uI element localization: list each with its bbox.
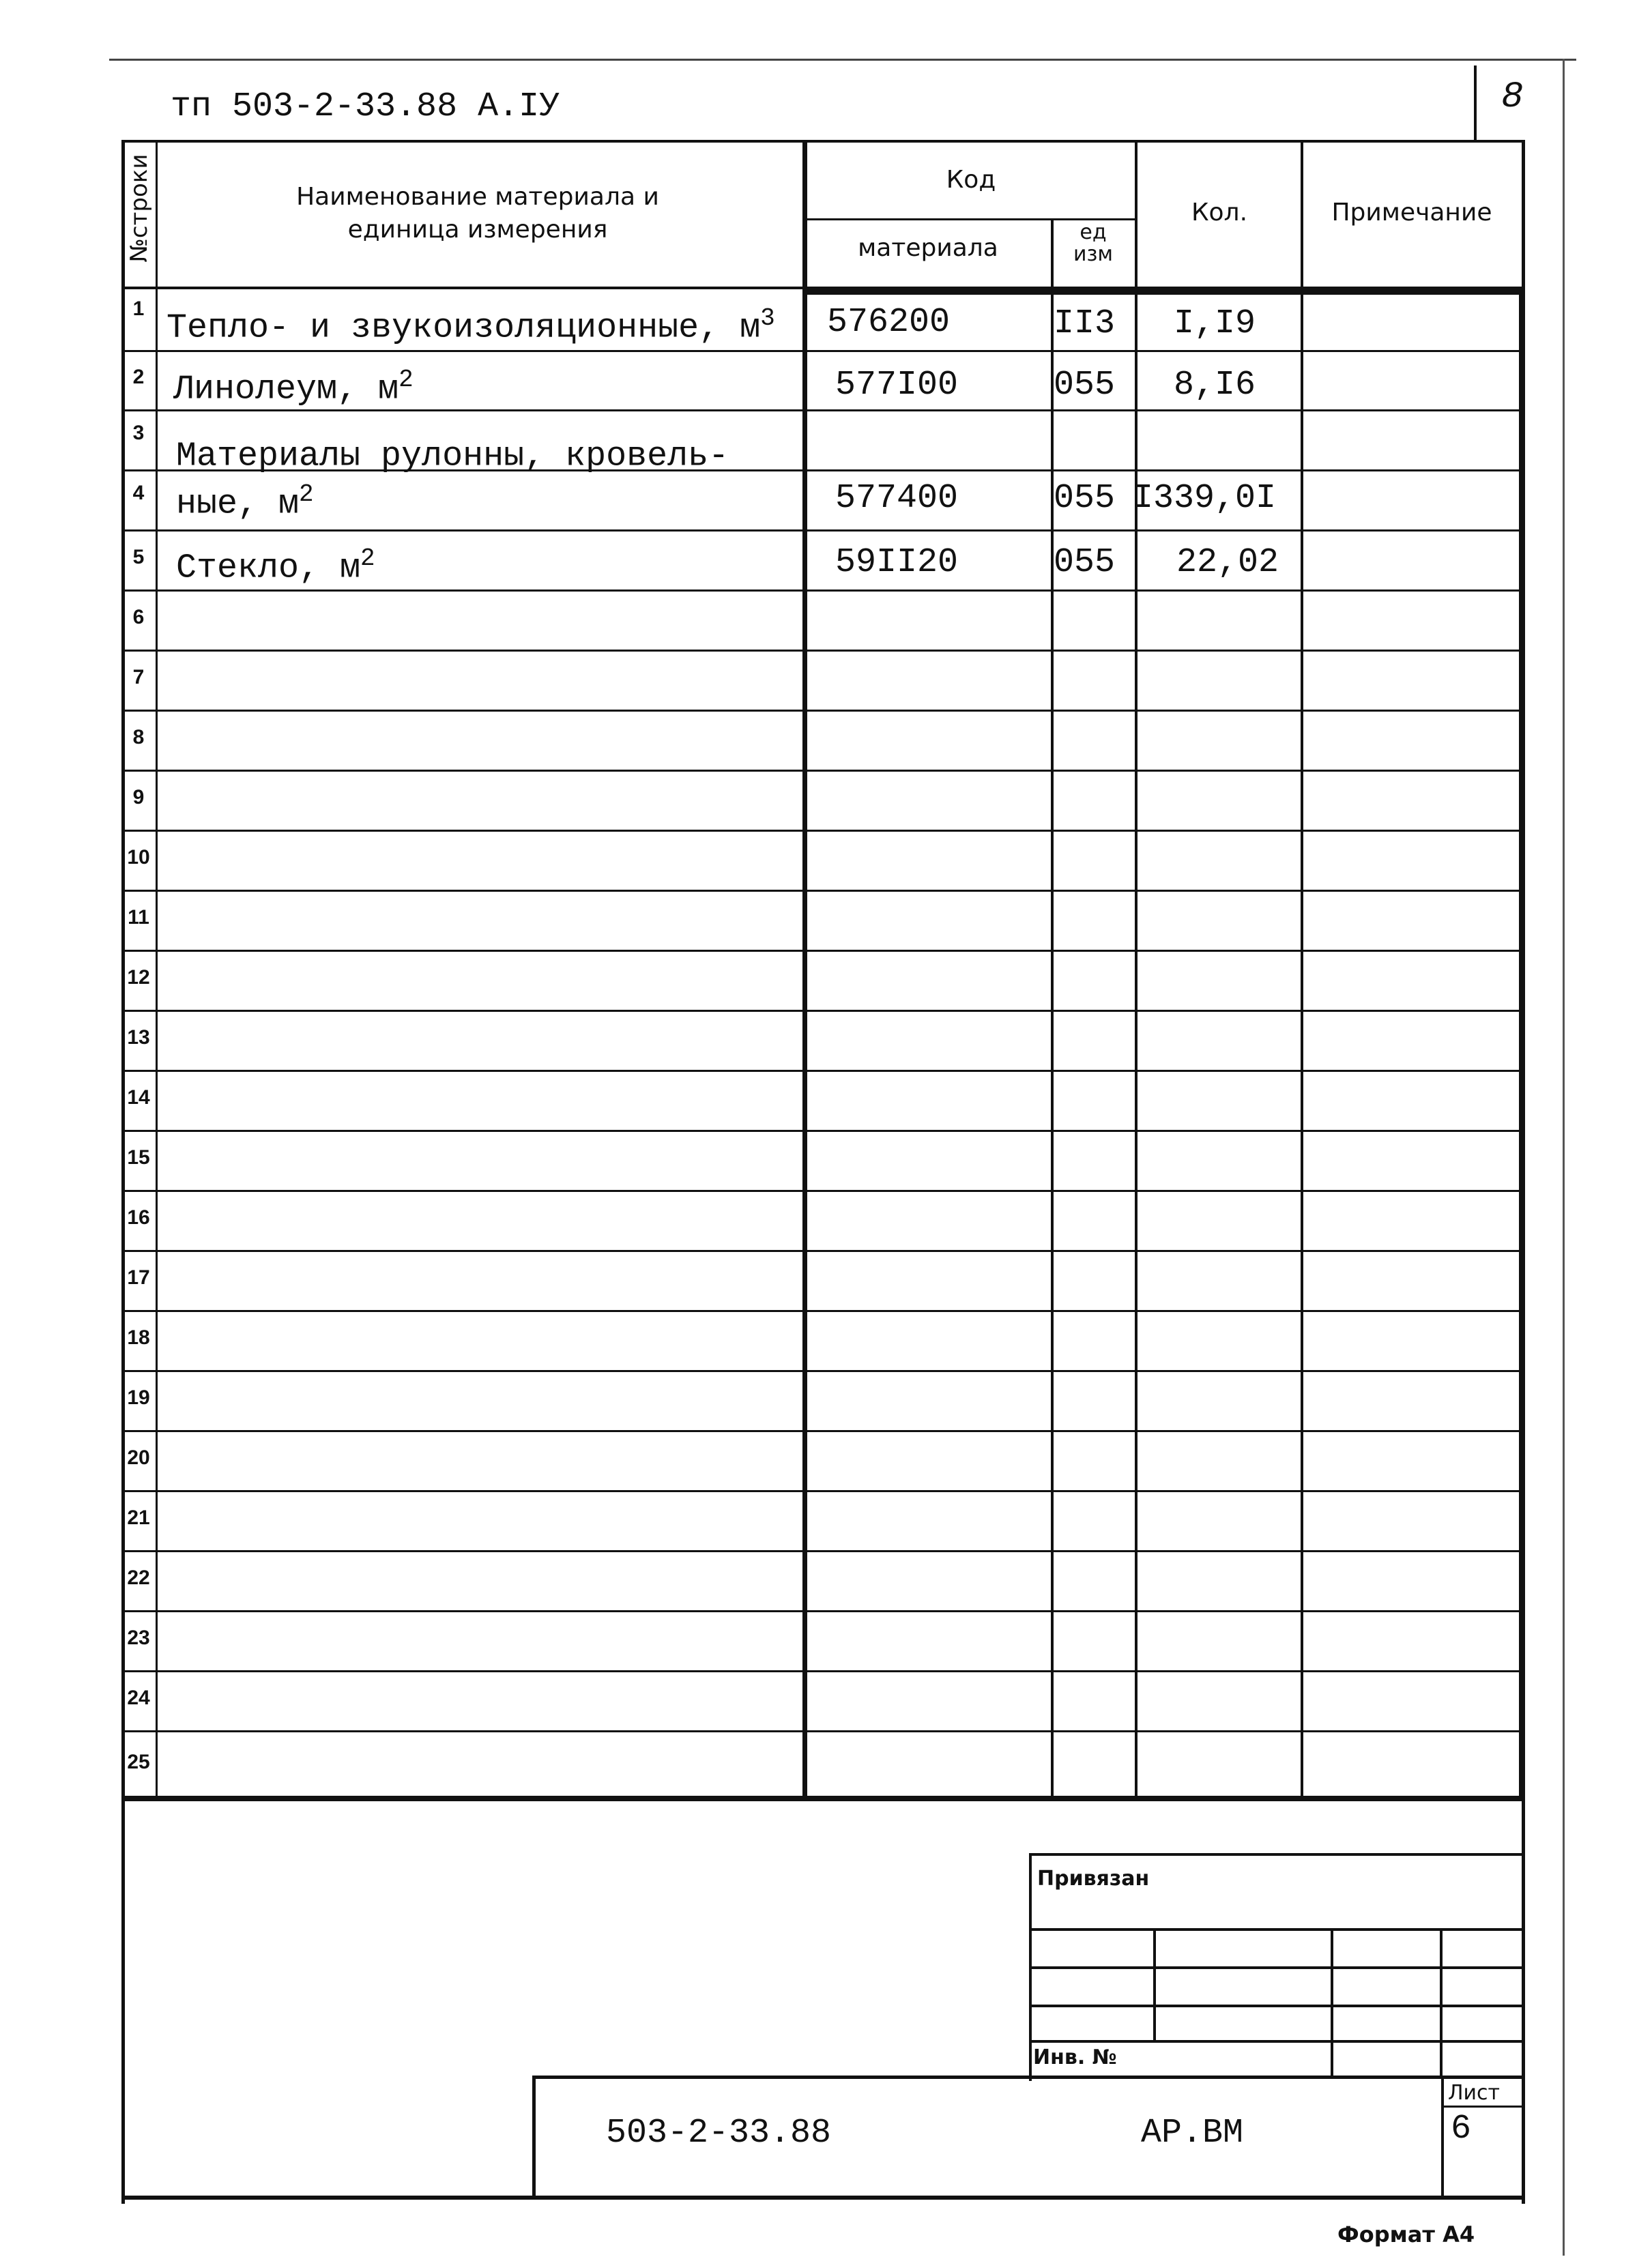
row-number: 17 (127, 1266, 150, 1289)
unit-code-header: ед изм (1073, 220, 1114, 266)
sheet-number: 6 (1451, 2110, 1472, 2149)
row-line (125, 1730, 1522, 1732)
document-header-code: тп 503-2-33.88 А.IУ (171, 87, 560, 126)
row-line (125, 1430, 1522, 1432)
row-number: 14 (127, 1086, 150, 1109)
row-number: 23 (127, 1627, 150, 1649)
code-group-header: Код (946, 166, 996, 194)
row-line (125, 830, 1522, 832)
sheet-label-line (1441, 2106, 1522, 2108)
format-label: Формат А4 (1337, 2222, 1475, 2247)
row-line (125, 650, 1522, 652)
bound-row-line (1029, 2040, 1522, 2043)
row-number: 18 (127, 1326, 150, 1349)
quantity: I,I9 (1174, 304, 1256, 343)
row-line (125, 1010, 1522, 1012)
row-line (125, 1130, 1522, 1132)
row-line (125, 1190, 1522, 1192)
qty-header: Кол. (1191, 199, 1248, 227)
document-code: 503-2-33.88 (606, 2114, 832, 2153)
row-number: 20 (127, 1446, 150, 1469)
unit-code: 055 (1054, 366, 1116, 405)
quantity: 22,02 (1176, 543, 1279, 582)
row-number: 3 (132, 422, 145, 444)
material-code: 59II20 (835, 543, 959, 582)
row-number: 11 (128, 906, 149, 929)
bound-row-line (1029, 2005, 1522, 2007)
row-number: 5 (132, 546, 145, 568)
bound-label: Привязан (1037, 1867, 1150, 1891)
right-margin-line (1563, 59, 1565, 2256)
row-line (125, 589, 1522, 592)
row-line (125, 1490, 1522, 1492)
unit-code: II3 (1054, 304, 1116, 343)
row-line (125, 1670, 1522, 1672)
row-number: 8 (132, 726, 145, 748)
data-right-border (1519, 287, 1524, 1801)
row-number: 13 (127, 1026, 150, 1049)
row-line (125, 350, 1522, 352)
section-code: АР.ВМ (1141, 2114, 1244, 2153)
row-line (125, 1250, 1522, 1252)
sheet-label: Лист (1448, 2081, 1501, 2105)
row-line (125, 710, 1522, 712)
row-number: 25 (127, 1751, 150, 1773)
row-line (125, 1370, 1522, 1372)
material-code: 577400 (835, 479, 959, 518)
table-top-border (121, 140, 1524, 143)
row-number: 16 (127, 1206, 150, 1229)
table-left-border (121, 140, 125, 2204)
material-name: Стекло, $м^2$ (176, 544, 375, 588)
material-name: ные, $м^2$ (176, 480, 314, 524)
row-number: 6 (132, 606, 145, 628)
row-line (125, 770, 1522, 772)
material-code-header: материала (858, 234, 998, 262)
row-number: 21 (127, 1506, 150, 1529)
sheet-col-line (1441, 2076, 1444, 2198)
row-line (125, 409, 1522, 411)
rownum-col-line (156, 140, 158, 1798)
unit-code: 055 (1054, 479, 1116, 518)
material-code: 577I00 (835, 366, 959, 405)
table-bottom-line (125, 1796, 1524, 1801)
title-block-left (532, 2076, 536, 2198)
row-number: 15 (127, 1146, 150, 1169)
bound-col-line (1331, 1928, 1333, 2078)
bound-box-top (1029, 1853, 1522, 1856)
row-number: 10 (127, 846, 150, 869)
material-name: Тепло- и звукоизоляционные, $м^3$ (166, 304, 775, 348)
header-divider (1474, 65, 1477, 141)
quantity: I339,0I (1133, 479, 1277, 518)
quantity: 8,I6 (1174, 366, 1256, 405)
title-block-top (532, 2076, 1524, 2079)
row-line (125, 1310, 1522, 1312)
row-number: 1 (132, 297, 145, 320)
row-number: 2 (132, 366, 145, 388)
row-number: 12 (127, 966, 150, 989)
row-line (125, 529, 1522, 532)
data-top-thick-line (802, 289, 1524, 295)
name-header: Наименование материала и единица измерения (296, 183, 659, 244)
bound-row-line (1029, 1966, 1522, 1969)
top-border-line (109, 59, 1576, 61)
row-number: 24 (127, 1687, 150, 1709)
unit-code: 055 (1054, 543, 1116, 582)
row-number: 7 (132, 666, 145, 688)
row-line (125, 1070, 1522, 1072)
material-name: Линолеум, $м^2$ (173, 366, 414, 409)
row-line (125, 890, 1522, 892)
material-code: 576200 (827, 303, 951, 342)
row-line (125, 1550, 1522, 1552)
row-line (125, 1610, 1522, 1612)
bound-col-line (1440, 1928, 1443, 2078)
material-name: Материалы рулонны, кровель- (176, 437, 729, 476)
row-number: 22 (127, 1567, 150, 1589)
rownum-header: №строки (126, 154, 153, 263)
bound-row-line (1029, 1928, 1522, 1931)
row-number: 4 (132, 482, 145, 504)
row-number: 9 (132, 786, 145, 809)
inventory-label: Инв. № (1033, 2045, 1117, 2069)
note-header: Примечание (1331, 199, 1492, 227)
page-corner-number: 8 (1501, 76, 1524, 118)
stamp-bottom-line (121, 2196, 1524, 2200)
bound-col-line (1153, 1928, 1156, 2040)
row-number: 19 (127, 1386, 150, 1409)
row-line (125, 950, 1522, 952)
